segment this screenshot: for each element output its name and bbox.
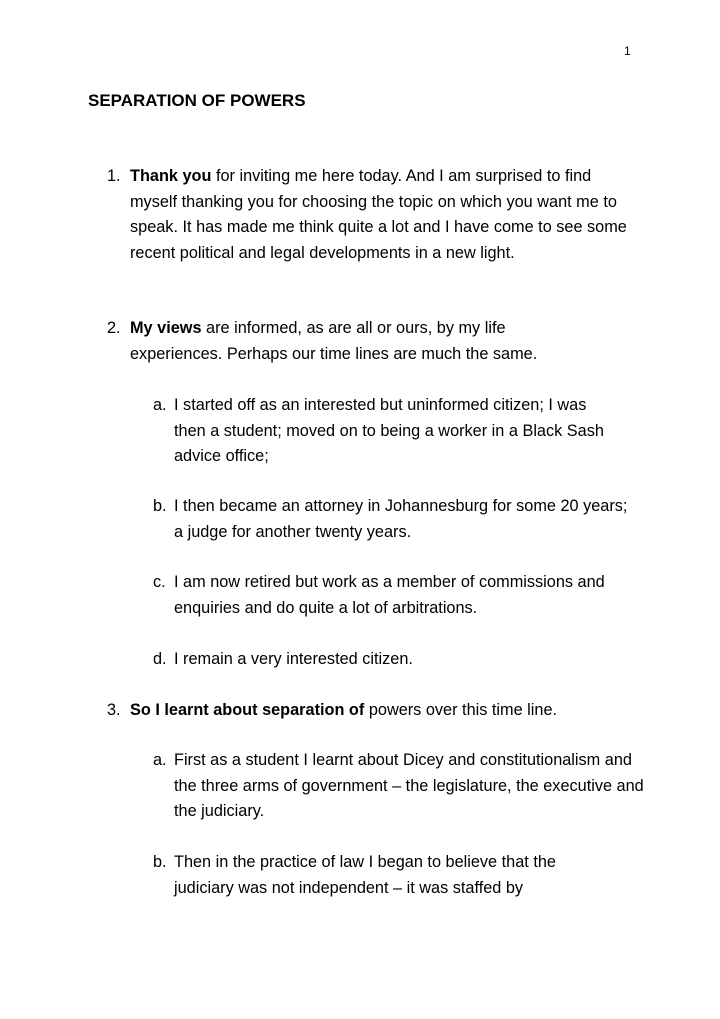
list-item-marker: d.	[153, 650, 167, 668]
list-item-3a	[153, 748, 644, 825]
list-item-marker: b.	[153, 853, 167, 871]
paragraph-1	[107, 164, 630, 266]
document-title: SEPARATION OF POWERS	[88, 91, 306, 110]
list-item-text: I then became an attorney in Johannesburg for some 20 years; a judge for another twenty years.	[174, 497, 628, 541]
paragraph-3	[107, 698, 630, 724]
paragraph-2	[107, 316, 600, 367]
list-item-text: I started off as an interested but uninformed citizen; I was then a student; moved on to being a worker in a Black Sash advice office;	[174, 396, 604, 465]
paragraph-text: are informed, as are all or ours, by my life experiences. Perhaps our time lines are much the same.	[130, 319, 538, 363]
list-item-marker: c.	[153, 573, 166, 591]
paragraph-marker: 2.	[107, 319, 121, 337]
paragraph-lead: So I learnt about separation of	[130, 701, 365, 719]
list-item-2b	[153, 494, 634, 545]
list-item-2c	[153, 570, 644, 621]
list-item-text: Then in the practice of law I began to believe that the judiciary was not independent – it was staffed by	[174, 853, 556, 897]
list-item-marker: a.	[153, 751, 167, 769]
list-item-text: I am now retired but work as a member of commissions and enquiries and do quite a lot of arbitrations.	[174, 573, 605, 617]
paragraph-text: for inviting me here today. And I am surprised to find myself thanking you for choosing the topic on which you want me to speak. It has made me think quite a lot and I have come to see some recent political and legal developments in a new light.	[130, 167, 627, 262]
paragraph-lead: Thank you	[130, 167, 212, 185]
paragraph-text: powers over this time line.	[364, 701, 558, 719]
paragraph-marker: 3.	[107, 701, 121, 719]
list-item-text: First as a student I learnt about Dicey and constitutionalism and the three arms of government – the legislature, the executive and the judiciary.	[174, 751, 644, 820]
list-item-3b	[153, 850, 614, 901]
paragraph-marker: 1.	[107, 167, 121, 185]
list-item-text: I remain a very interested citizen.	[174, 650, 413, 668]
list-item-marker: b.	[153, 497, 167, 515]
page-number: 1	[624, 44, 631, 58]
list-item-marker: a.	[153, 396, 167, 414]
paragraph-lead: My views	[130, 319, 202, 337]
list-item-2a	[153, 393, 614, 470]
list-item-2d	[153, 647, 634, 673]
